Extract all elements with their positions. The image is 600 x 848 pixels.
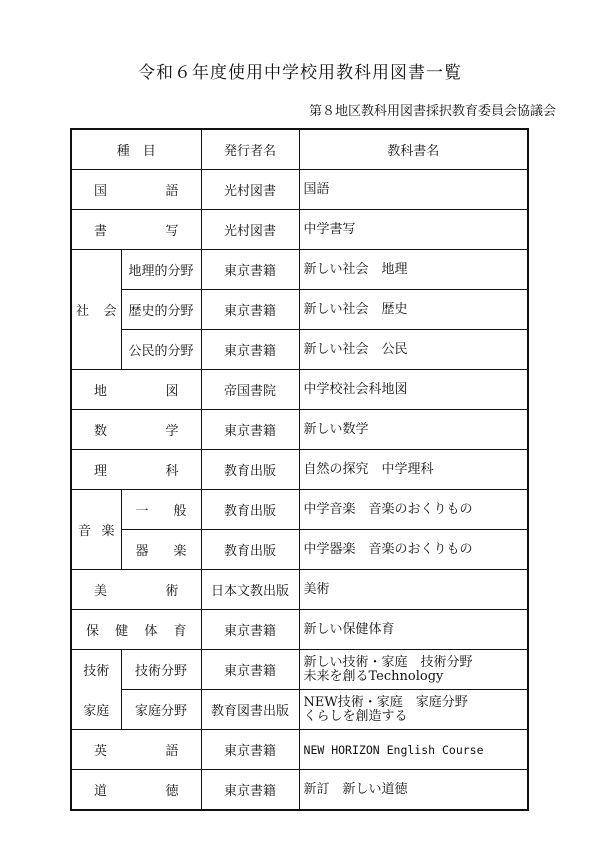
book-cell: NEW HORIZON English Course xyxy=(299,730,528,770)
table-row-ongaku-ippan xyxy=(71,490,528,530)
table-row-sugaku xyxy=(71,410,528,450)
subject-cell-ongaku: 音楽 xyxy=(71,490,121,570)
book-title-line1: NEW技術・家庭 家庭分野 xyxy=(303,694,468,710)
publisher-cell: 光村図書 xyxy=(201,170,299,210)
field-cell: 一般 xyxy=(121,490,201,530)
publisher-cell: 東京書籍 xyxy=(201,290,299,330)
table-row-eigo xyxy=(71,730,528,770)
subject-cell: 地図 xyxy=(71,370,201,410)
book-cell: 中学音楽 音楽のおくりもの xyxy=(299,490,528,530)
book-cell: 美術 xyxy=(299,570,528,610)
subject-cell: 数学 xyxy=(71,410,201,450)
book-cell xyxy=(299,690,528,730)
subject-cell: 英語 xyxy=(71,730,201,770)
publisher-cell: 教育出版 xyxy=(201,530,299,570)
table-row-kokugo xyxy=(71,170,528,210)
header-subject: 種 目 xyxy=(71,129,201,170)
textbook-table xyxy=(70,128,529,811)
book-cell: 中学書写 xyxy=(299,210,528,250)
book-cell: 中学器楽 音楽のおくりもの xyxy=(299,530,528,570)
publisher-cell: 東京書籍 xyxy=(201,770,299,811)
book-cell: 新しい数学 xyxy=(299,410,528,450)
table-row-shakai-komin xyxy=(71,330,528,370)
book-cell: 新訂 新しい道徳 xyxy=(299,770,528,811)
publisher-cell: 東京書籍 xyxy=(201,250,299,290)
field-cell: 技術分野 xyxy=(121,650,201,690)
table-row-gijutsu xyxy=(71,650,528,690)
table-row-katei xyxy=(71,690,528,730)
subject-cell-gijutsu: 技術 xyxy=(71,650,121,690)
publisher-cell: 教育出版 xyxy=(201,450,299,490)
subject-cell: 理科 xyxy=(71,450,201,490)
book-cell: 新しい社会 公民 xyxy=(299,330,528,370)
field-cell: 公民的分野 xyxy=(121,330,201,370)
publisher-cell: 東京書籍 xyxy=(201,330,299,370)
table-row-hoken xyxy=(71,610,528,650)
book-cell: 中学校社会科地図 xyxy=(299,370,528,410)
field-cell: 地理的分野 xyxy=(121,250,201,290)
publisher-cell: 帝国書院 xyxy=(201,370,299,410)
subject-cell: 書写 xyxy=(71,210,201,250)
book-title-line2: 未来を創るTechnology xyxy=(303,668,444,684)
table-row-shosha xyxy=(71,210,528,250)
publisher-cell: 教育図書出版 xyxy=(201,690,299,730)
table-row-chizu xyxy=(71,370,528,410)
subject-cell: 道徳 xyxy=(71,770,201,811)
table-row-bijutsu xyxy=(71,570,528,610)
publisher-cell: 東京書籍 xyxy=(201,650,299,690)
subject-cell: 国語 xyxy=(71,170,201,210)
header-book: 教科書名 xyxy=(299,129,528,170)
header-publisher: 発行者名 xyxy=(201,129,299,170)
book-cell: 新しい社会 地理 xyxy=(299,250,528,290)
subject-cell: 美術 xyxy=(71,570,201,610)
table-row-shakai-rekishi xyxy=(71,290,528,330)
book-cell: 新しい社会 歴史 xyxy=(299,290,528,330)
book-title-line2: くらしを創造する xyxy=(303,708,408,724)
publisher-cell: 東京書籍 xyxy=(201,410,299,450)
field-cell: 家庭分野 xyxy=(121,690,201,730)
page-title: 令和６年度使用中学校用教科用図書一覧 xyxy=(138,63,462,83)
subject-cell-shakai: 社会 xyxy=(71,250,121,370)
book-cell: 国語 xyxy=(299,170,528,210)
issuer-name: 第８地区教科用図書採択教育委員会協議会 xyxy=(308,104,556,119)
publisher-cell: 日本文教出版 xyxy=(201,570,299,610)
field-cell: 器楽 xyxy=(121,530,201,570)
table-row-ongaku-kigaku xyxy=(71,530,528,570)
publisher-cell: 光村図書 xyxy=(201,210,299,250)
publisher-cell: 東京書籍 xyxy=(201,610,299,650)
book-cell: 新しい保健体育 xyxy=(299,610,528,650)
subject-cell-katei: 家庭 xyxy=(71,690,121,730)
book-cell: 自然の探究 中学理科 xyxy=(299,450,528,490)
field-cell: 歴史的分野 xyxy=(121,290,201,330)
table-header-row xyxy=(71,129,528,170)
subject-cell: 保健体育 xyxy=(71,610,201,650)
table-row-shakai-chiri xyxy=(71,250,528,290)
table-row-rika xyxy=(71,450,528,490)
book-title-line1: 新しい技術・家庭 技術分野 xyxy=(303,654,473,670)
publisher-cell: 東京書籍 xyxy=(201,730,299,770)
table-row-dotoku xyxy=(71,770,528,811)
book-cell xyxy=(299,650,528,690)
publisher-cell: 教育出版 xyxy=(201,490,299,530)
